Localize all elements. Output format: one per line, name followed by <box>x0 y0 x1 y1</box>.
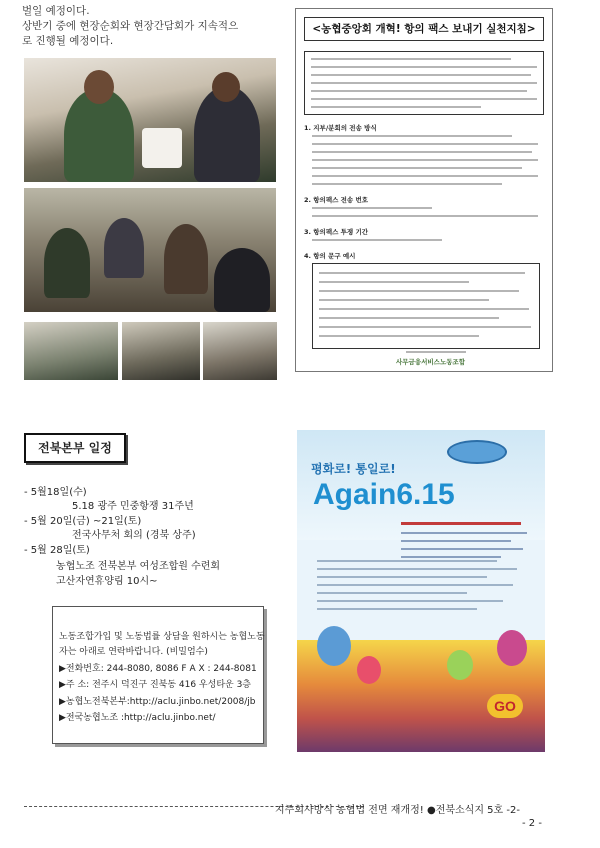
photo-visit-2 <box>122 322 200 380</box>
flyer-section-1: 1. 지부/분회의 전송 방식 <box>304 124 377 132</box>
contact-line: 노동조합가입 및 노동법률 상담을 원하시는 농협노동 <box>59 632 265 642</box>
flyer-section-3: 3. 항의팩스 투쟁 기간 <box>304 228 369 236</box>
poster-headline: Again6.15 <box>313 478 455 511</box>
photo-visit-1 <box>24 322 118 380</box>
intro-line: 벌일 예정이다. <box>22 5 90 17</box>
contact-link-main[interactable]: ▶전국농협노조 :http://aclu.jinbo.net/ <box>59 713 216 723</box>
schedule-item: - 5월 20일(금) ~21일(토) <box>24 516 142 527</box>
flyer-sample-box <box>312 263 540 349</box>
photo-meeting <box>24 188 276 312</box>
stadium-icon <box>447 440 507 464</box>
page-number: - 2 - <box>522 818 542 829</box>
schedule-title: 전북본부 일정 <box>24 433 126 463</box>
contact-phone: ▶전화번호: 244-8080, 8086 F A X : 244-8081 <box>59 664 257 674</box>
contact-address: ▶주 소: 전주시 덕진구 진북동 416 우성타운 3층 <box>59 680 251 690</box>
flyer-notice-box <box>304 51 544 115</box>
balloon-icon <box>447 650 473 680</box>
schedule-item: - 5월18일(수) <box>24 487 87 498</box>
intro-text <box>22 4 282 49</box>
intro-line: 상반기 중에 현장순회와 현장간담회가 지속적으 <box>22 20 239 32</box>
schedule-item: 농협노조 전북본부 여성조합원 수련회 <box>56 561 221 572</box>
photo-visit-3 <box>203 322 277 380</box>
photo-fax-action <box>24 58 276 182</box>
schedule-item: 전국사무처 회의 (경북 상주) <box>72 530 196 541</box>
flyer-title: <농협중앙회 개혁! 항의 팩스 보내기 실천지침> <box>304 17 544 41</box>
contact-line: 자는 아래로 연락바랍니다. (비밀엄수) <box>59 647 208 657</box>
flyer-section-2: 2. 항의팩스 전송 번호 <box>304 196 369 204</box>
contact-box <box>52 606 264 744</box>
schedule-item: 5.18 광주 민중항쟁 31주년 <box>72 501 194 512</box>
balloon-icon <box>357 656 381 684</box>
schedule-item: 고산자연휴양림 10시~ <box>56 576 158 587</box>
flyer-org: 사무금융서비스노동조합 <box>396 358 466 366</box>
poster-slogan: 평화로! 통일로! <box>311 462 396 476</box>
fax-flyer <box>295 8 553 372</box>
flyer-section-4: 4. 항의 문구 예시 <box>304 252 356 260</box>
balloon-icon <box>317 626 351 666</box>
schedule-item: - 5월 28일(토) <box>24 545 90 556</box>
again615-poster <box>297 430 545 752</box>
footer-text: 지주회사방식 농협법 전면 재개정! ●전북소식지 5호 -2- <box>275 805 520 816</box>
poster-go-badge: GO <box>487 694 523 718</box>
contact-link-jb[interactable]: ▶농협노전북본부:http://aclu.jinbo.net/2008/jb <box>59 697 256 707</box>
intro-line: 로 진행될 예정이다. <box>22 35 114 47</box>
balloon-icon <box>497 630 527 666</box>
